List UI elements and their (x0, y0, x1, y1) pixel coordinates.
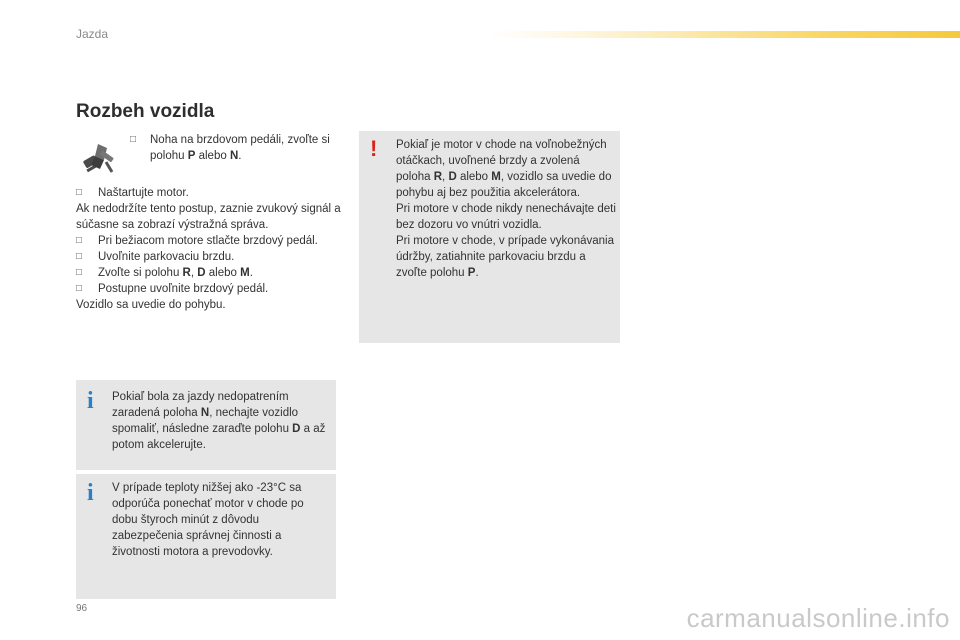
checkbox-bullet-icon: □ (76, 235, 83, 246)
top-step: □ Noha na brzdovom pedáli, zvoľte si polohu P alebo N. (130, 134, 330, 162)
page-title: Rozbeh vozidla (76, 101, 215, 122)
foot-on-pedal-icon (78, 138, 118, 178)
header-accent-bar (490, 31, 960, 38)
header-section-label: Jazda (76, 27, 109, 41)
checkbox-bullet-icon: □ (76, 267, 83, 278)
checkbox-bullet-icon: □ (76, 251, 83, 262)
info-icon: i (87, 388, 94, 414)
warning-text: Pokiaľ je motor v chode na voľnobežných otáčkach, uvoľnené brzdy a zvolená poloha R, D alebo M, vozidlo sa uvedie do pohybu aj bez použitia akcelerátora. Pri motore v chode nikdy nenechávajte deti bez dozoru vo vnútri vozidla. Pri motore v chode, v prípade vykonávania údržby, zatiahnite parkovaciu brzdu a zvoľte polohu P. (396, 139, 616, 279)
checkbox-bullet-icon: □ (76, 283, 83, 294)
step-release-brake: □ Postupne uvoľnite brzdový pedál. (76, 283, 269, 295)
step-select-position: □ Zvoľte si polohu R, D alebo M. (76, 267, 253, 279)
step-press-brake: □ Pri bežiacom motore stlačte brzdový pedál. (76, 235, 318, 247)
info-neutral-text: Pokiaľ bola za jazdy nedopatrením zaradená poloha N, nechajte vozidlo spomaliť, následne zaraďte polohu D a až potom akcelerujte. (112, 391, 326, 451)
watermark: carmanualsonline.info (686, 603, 950, 633)
info-icon: i (87, 480, 94, 506)
checkbox-bullet-icon: □ (130, 134, 137, 145)
main-steps (76, 185, 346, 313)
step-warning-paragraph: Ak nedodržíte tento postup, zaznie zvukový signál a súčasne sa zobrazí výstražná správa. (76, 203, 341, 231)
checkbox-bullet-icon: □ (76, 187, 83, 198)
page-number: 96 (76, 603, 88, 614)
step-vehicle-moves: Vozidlo sa uvedie do pohybu. (76, 299, 226, 311)
step-release-parking-brake: □ Uvoľnite parkovaciu brzdu. (76, 251, 235, 263)
step-start-motor: □ Naštartujte motor. (76, 187, 189, 199)
info-temperature-text: V prípade teploty nižšej ako -23°C sa odporúča ponechať motor v chode po dobu štyroch minút z dôvodu zabezpečenia správnej činnosti a životnosti motora a prevodovky. (112, 482, 304, 558)
warning-exclamation-icon: ! (370, 136, 378, 161)
